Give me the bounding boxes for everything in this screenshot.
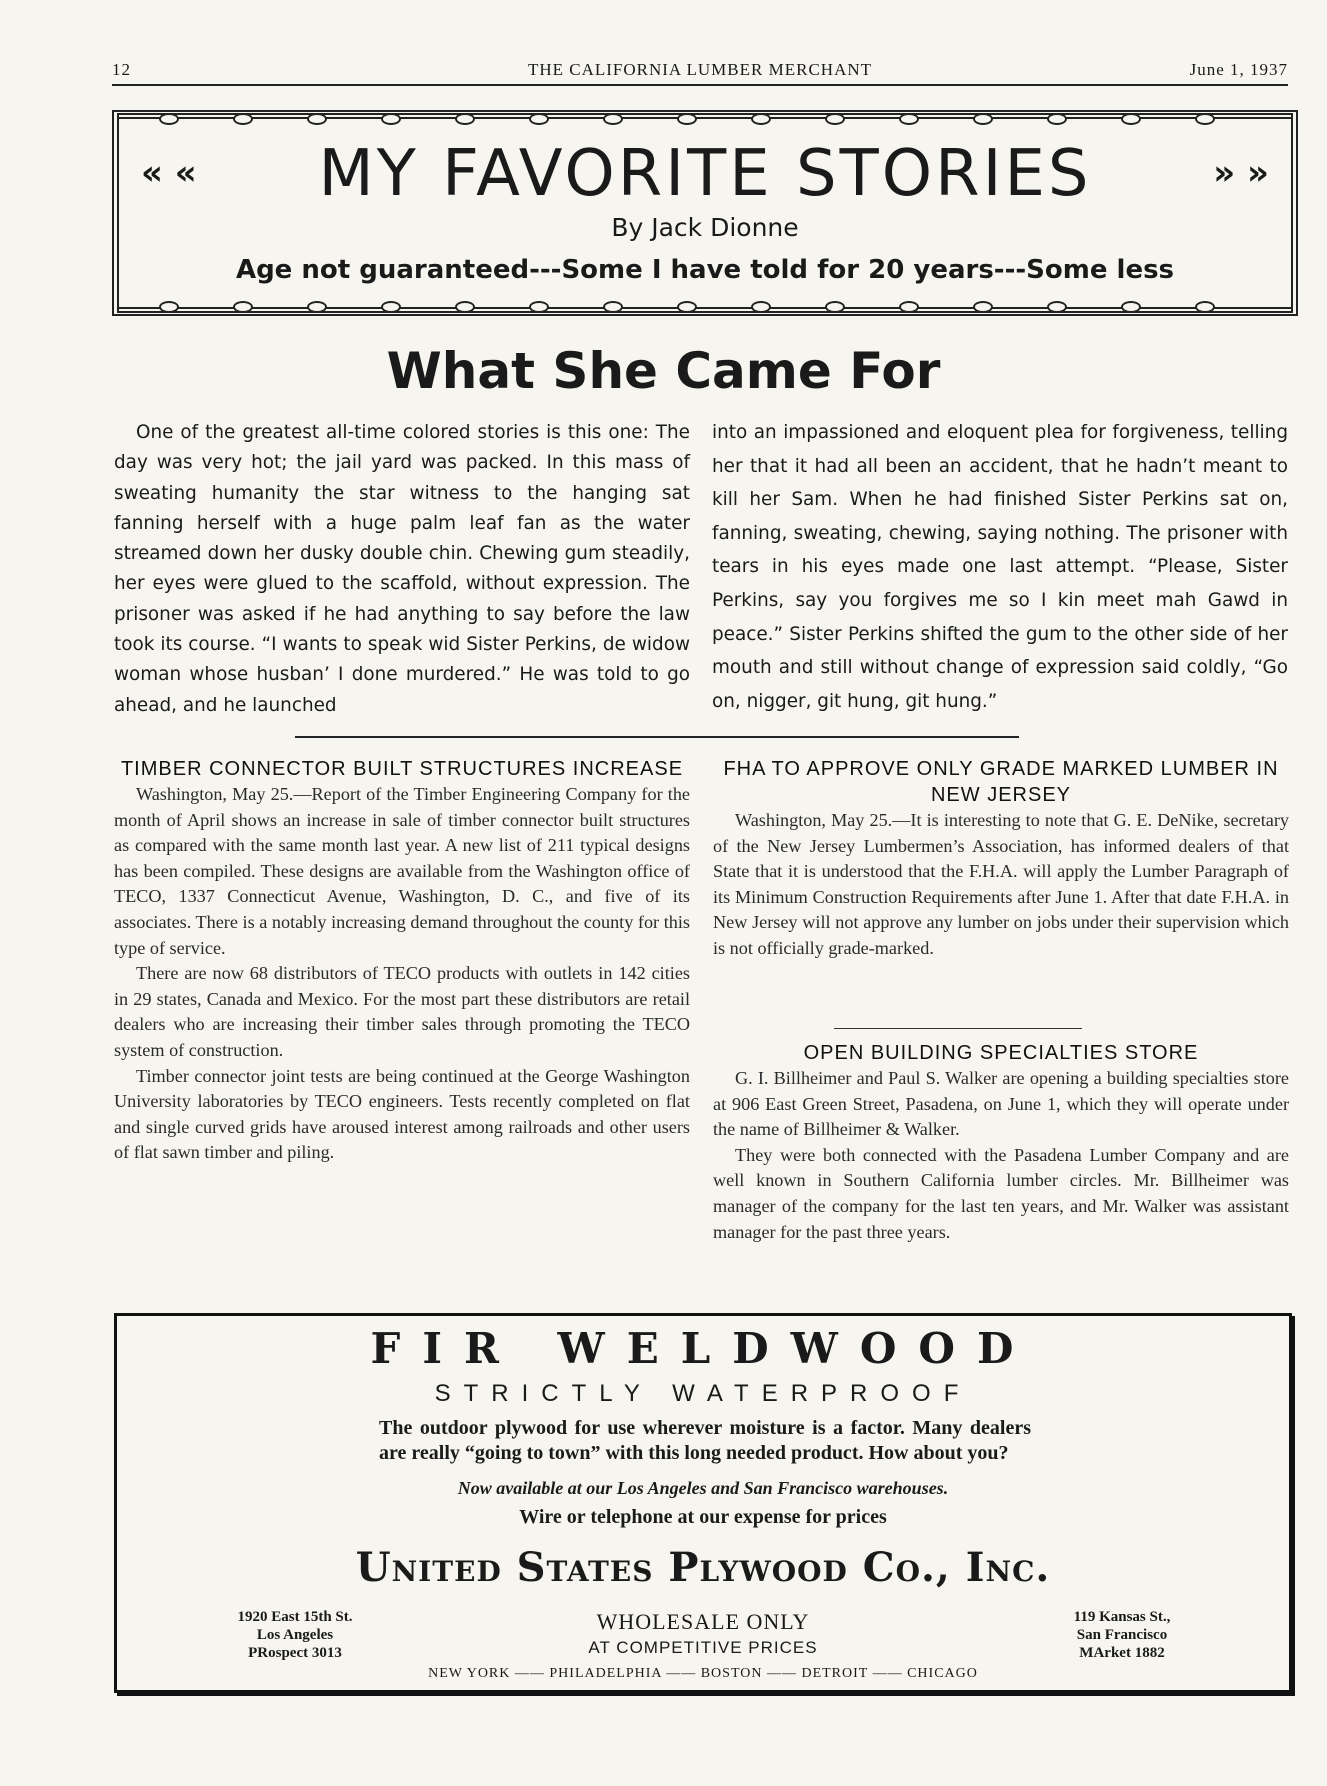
running-header [112,60,1288,86]
article-building-store [713,1040,1289,1245]
story-column-right [712,416,1288,718]
banner-byline: By Jack Dionne [611,213,799,242]
article-headline: FHA TO APPROVE ONLY GRADE MARKED LUMBER IN NEW JERSEY [723,758,1279,806]
article-headline: OPEN BUILDING SPECIALTIES STORE [803,1042,1199,1064]
ad-headline: FIR WELDWOOD [370,1324,1036,1373]
ad-copy: The outdoor plywood for use wherever moisture is a factor. Many dealers are really “going to town” with this long needed product. How about you? [379,1417,1031,1464]
page-number: 12 [112,60,131,79]
ad-contact-note: Wire or telephone at our expense for prices [519,1506,887,1528]
publication-name: THE CALIFORNIA LUMBER MERCHANT [527,60,873,79]
section-divider [295,736,1019,738]
left-guillemets: « « [141,153,197,193]
favorite-stories-banner [112,110,1298,316]
ad-wholesale: WHOLESALE ONLY [596,1609,810,1634]
company-logotype: United States Plywood Co., Inc. [355,1544,1051,1591]
story-column-left [114,418,690,721]
address-line: San Francisco [1076,1627,1168,1643]
article-headline: TIMBER CONNECTOR BUILT STRUCTURES INCREASE [120,758,684,780]
ad-prices: AT COMPETITIVE PRICES [588,1638,818,1657]
article-paragraph: Washington, May 25.—It is interesting to note that G. E. DeNike, secretary of the New Jersey Lumbermen’s Association, has informed dealers of that State that it is understood that the F.H.A. will apply the Lumber Paragraph of its Minimum Construction Requirements after June 1. After that date F.H.A. in New Jersey will not approve any lumber on jobs under their supervision which is not officially grade-marked. [713,810,1289,958]
article-paragraph: Washington, May 25.—Report of the Timber Engineering Company for the month of April shows an increase in sale of timber connector built structures as compared with the same month last year. A new list of 211 typical designs has been compiled. These designs are available from the Washington office of TECO, 1337 Connecticut Avenue, Washington, D. C., and five of its associates. There is a notably increasing demand throughout the county for this type of service. [114,784,690,958]
banner-title: MY FAVORITE STORIES [318,137,1092,211]
ad-availability: Now available at our Los Angeles and San Francisco warehouses. [457,1478,949,1498]
story-title: What She Came For [386,342,941,400]
address-line: PRospect 3013 [248,1645,342,1661]
banner-subtitle: Age not guaranteed---Some I have told for 20 years---Some less [235,255,1175,285]
article-paragraph: There are now 68 distributors of TECO products with outlets in 142 cities in 29 states, Canada and Mexico. For the most part these distributors are retail dealers who are increasing their timber sales through promoting the TECO system of construction. [114,963,690,1060]
plywood-advertisement [114,1313,1292,1693]
ad-subhead: STRICTLY WATERPROOF [434,1380,972,1407]
chain-border-top [119,117,1291,129]
address-line: MArket 1882 [1079,1645,1165,1661]
article-fha [713,756,1289,962]
address-line: 119 Kansas St., [1073,1609,1171,1625]
article-timber-connector [114,756,690,1166]
ad-cities: NEW YORK —— PHILADELPHIA —— BOSTON —— DETROIT —— CHICAGO [428,1666,978,1681]
address-line: Los Angeles [256,1627,334,1643]
article-paragraph: They were both connected with the Pasadena Lumber Company and are well known in Southern California lumber circles. Mr. Billheimer was manager of the company for the last ten years, and Mr. Walker was assistant manager for the past three years. [713,1144,1289,1242]
article-paragraph: Timber connector joint tests are being continued at the George Washington University laboratories by TECO engineers. Tests recently completed on flat and single curved grids have aroused interest among railroads and other users of flat sawn timber and piling. [114,1065,690,1163]
article-paragraph: G. I. Billheimer and Paul S. Walker are opening a building specialties store at 906 East Green Street, Pasadena, on June 1, which they will operate under the name of Billheimer & Walker. [713,1068,1289,1140]
story-paragraph-left: One of the greatest all-time colored stories is this one: The day was very hot; the jail yard was packed. In this mass of sweating humanity the star witness to the hanging sat fanning herself with a huge palm leaf fan as the water streamed down her dusky double chin. Chewing gum steadily, her eyes were glued to the scaffold, without expression. The prisoner was asked if he had anything to say before the law took its course. “I wants to speak wid Sister Perkins, de widow woman whose husban’ I done murdered.” He was told to go ahead, and he launched [114,422,690,716]
chain-border-bottom [119,297,1291,309]
san-francisco-address [1047,1608,1197,1662]
issue-date: June 1, 1937 [1189,60,1288,79]
story-paragraph-right: into an impassioned and eloquent plea for forgiveness, telling her that it had all been an accident, that he hadn’t meant to kill her Sam. When he had finished Sister Perkins sat on, fanning, sweating, chewing, saying nothing. The prisoner with tears in his eyes made one last attempt. “Please, Sister Perkins, say you forgives me so I kin meet mah Gawd in peace.” Sister Perkins shifted the gum to the other side of her mouth and still without change of expression said coldly, “Go on, nigger, git hung, git hung.” [712,422,1288,712]
address-line: 1920 East 15th St. [237,1609,353,1625]
article-divider [834,1028,1082,1029]
right-guillemets: » » [1213,153,1269,193]
